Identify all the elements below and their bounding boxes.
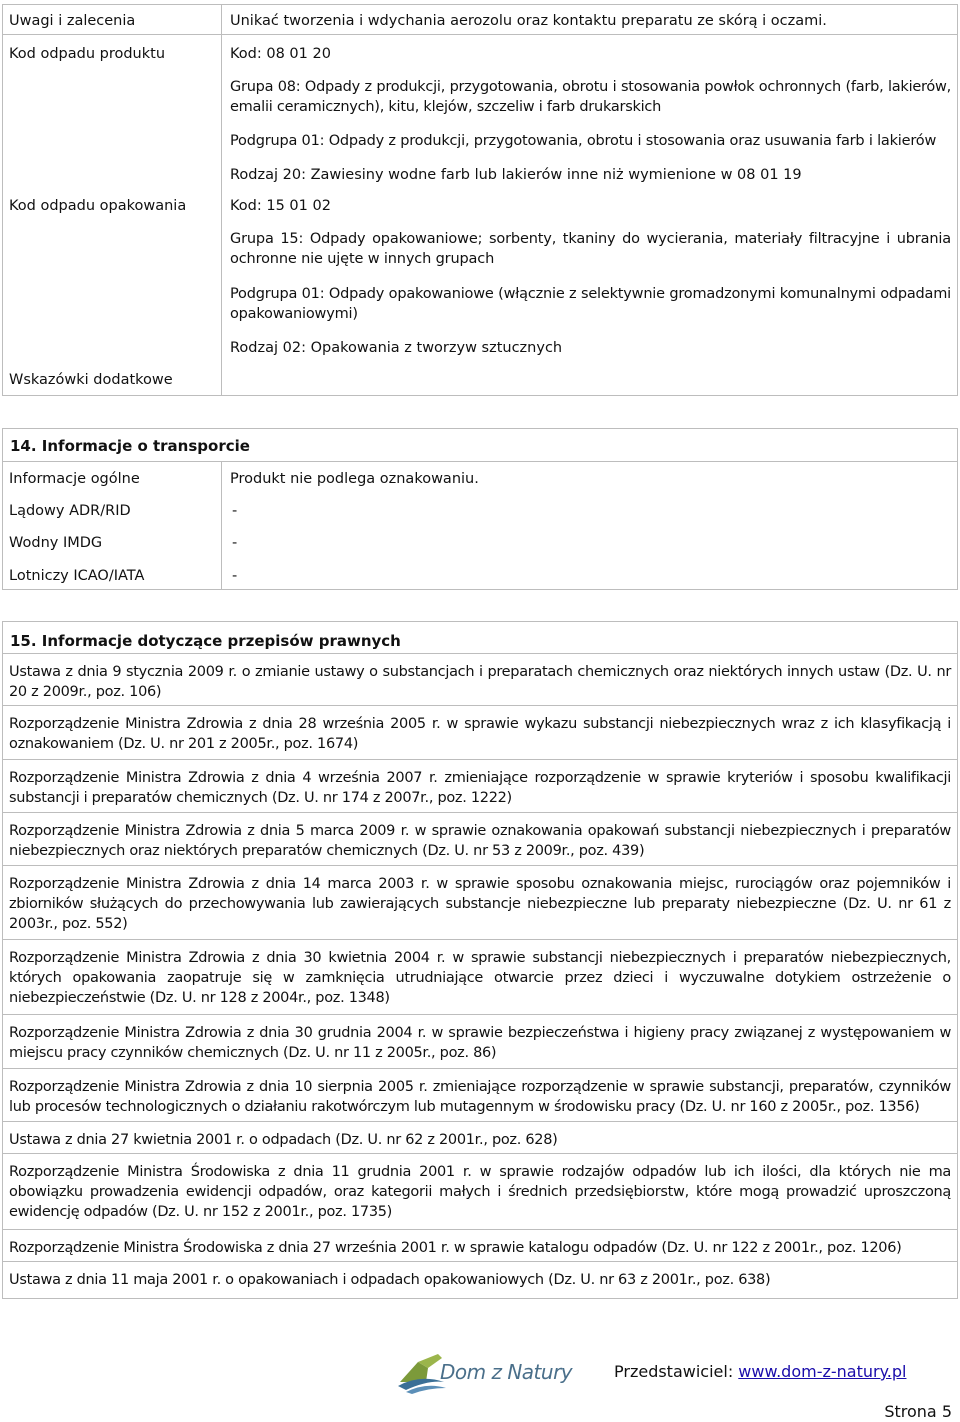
regulation-item: Rozporządzenie Ministra Zdrowia z dnia 30 kwietnia 2004 r. w sprawie substancji niebezpiecznych i preparatów niebezpiecznych, których opakowania zaopatruje się w zamknięcia utrudniające otwarcie przez dzieci i wyczuwalne dotykiem ostrzeżenie o niebezpieczeństwie (Dz. U. nr 128 z 2004r., poz. 1348) (3, 939, 957, 1015)
regulation-item: Rozporządzenie Ministra Zdrowia z dnia 10 sierpnia 2005 r. zmieniające rozporządzenie w sprawie substancji, preparatów, czynników lub procesów technologicznych o działaniu rakotwórczym lub mutagennym w środowisku pracy (Dz. U. nr 160 z 2005r., poz. 1356) (3, 1068, 957, 1122)
product-waste-group: Grupa 08: Odpady z produkcji, przygotowania, obrotu i stosowania powłok ochronnych (farb, lakierów, emalii ceramicznych), kitu, klejów, szczeliw i farb drukarskich (230, 79, 951, 115)
packaging-waste-subgroup: Podgrupa 01: Odpady opakowaniowe (włącznie z selektywnie gromadzonymi komunalnymi odpadami opakowaniowymi) (230, 286, 951, 322)
regulation-item: Rozporządzenie Ministra Środowiska z dnia 11 grudnia 2001 r. w sprawie rodzajów odpadów lub ich ilości, dla których nie ma obowiązku prowadzenia ewidencji odpadów, oraz kategorii małych i średnich przedsiębiorstw, które mogą prowadzić uproszczoną ewidencję odpadów (Dz. U. nr 152 z 2001r., poz. 1735) (3, 1153, 957, 1230)
product-waste-code: Kod: 08 01 20 (230, 46, 331, 62)
regulation-item: Ustawa z dnia 9 stycznia 2009 r. o zmianie ustawy o substancjach i preparatach chemicznych oraz niektórych innych ustaw (Dz. U. nr 20 z 2009r., poz. 106) (3, 653, 957, 706)
representative-label: Przedstawiciel: (614, 1362, 739, 1381)
transport-imdg-label: Wodny IMDG (9, 535, 103, 551)
transport-general-label: Informacje ogólne (9, 471, 140, 487)
regulation-item: Ustawa z dnia 27 kwietnia 2001 r. o odpadach (Dz. U. nr 62 z 2001r., poz. 628) (3, 1121, 957, 1154)
transport-title: 14. Informacje o transporcie (10, 437, 250, 455)
transport-icao-value: - (232, 568, 238, 584)
regulations-section (2, 621, 958, 1299)
transport-adr-label: Lądowy ADR/RID (9, 503, 131, 519)
regulation-item: Rozporządzenie Ministra Środowiska z dnia 27 września 2001 r. w sprawie katalogu odpadów (Dz. U. nr 122 z 2001r., poz. 1206) (3, 1229, 957, 1262)
regulation-item: Rozporządzenie Ministra Zdrowia z dnia 14 marca 2003 r. w sprawie sposobu oznakowania miejsc, rurociągów oraz pojemników i zbiorników służących do przechowywania lub zawierających substancje niebezpieczne lub preparaty niebezpieczne (Dz. U. nr 61 z 2003r., poz. 552) (3, 865, 957, 940)
regulation-item: Rozporządzenie Ministra Zdrowia z dnia 28 września 2005 r. w sprawie wykazu substancji niebezpiecznych wraz z ich klasyfikacją i oznakowaniem (Dz. U. nr 201 z 2005r., poz. 1674) (3, 705, 957, 760)
regulations-title: 15. Informacje dotyczące przepisów prawnych (10, 632, 401, 650)
regulation-item: Rozporządzenie Ministra Zdrowia z dnia 4 września 2007 r. zmieniające rozporządzenie w sprawie kryteriów i sposobu kwalifikacji substancji i preparatów chemicznych (Dz. U. nr 174 z 2007r., poz. 1222) (3, 759, 957, 813)
regulation-item: Rozporządzenie Ministra Zdrowia z dnia 5 marca 2009 r. w sprawie oznakowania opakowań substancji niebezpiecznych i preparatów niebezpiecznych oraz niektórych preparatów chemicznych (Dz. U. nr 53 z 2009r., poz. 439) (3, 812, 957, 866)
packaging-waste-label: Kod odpadu opakowania (9, 198, 187, 214)
transport-adr-value: - (232, 503, 238, 519)
transport-general-value: Produkt nie podlega oznakowaniu. (230, 471, 479, 487)
representative-info (614, 1362, 906, 1382)
additional-info-label: Wskazówki dodatkowe (9, 372, 173, 388)
waste-table (2, 4, 958, 396)
regulation-item: Ustawa z dnia 11 maja 2001 r. o opakowaniach i odpadach opakowaniowych (Dz. U. nr 63 z 2001r., poz. 638) (3, 1261, 957, 1299)
transport-icao-label: Lotniczy ICAO/IATA (9, 568, 145, 584)
representative-link[interactable]: www.dom-z-natury.pl (738, 1362, 907, 1381)
product-waste-subgroup: Podgrupa 01: Odpady z produkcji, przygotowania, obrotu i stosowania oraz usuwania farb i lakierów (230, 133, 937, 149)
packaging-waste-group: Grupa 15: Odpady opakowaniowe; sorbenty, tkaniny do wycierania, materiały filtracyjne i ubrania ochronne nie ujęte w innych grupach (230, 231, 951, 267)
regulation-item: Rozporządzenie Ministra Zdrowia z dnia 30 grudnia 2004 r. w sprawie bezpieczeństwa i higieny pracy związanej z występowaniem w miejscu pracy czynników chemicznych (Dz. U. nr 11 z 2005r., poz. 86) (3, 1014, 957, 1069)
transport-imdg-value: - (232, 535, 238, 551)
packaging-waste-code: Kod: 15 01 02 (230, 198, 331, 214)
page-number: Strona 5 (884, 1402, 952, 1421)
transport-section (2, 428, 958, 590)
company-logo (398, 1352, 573, 1394)
product-waste-label: Kod odpadu produktu (9, 46, 166, 62)
logo-text: Dom z Natury (440, 1360, 573, 1384)
packaging-waste-type: Rodzaj 02: Opakowania z tworzyw sztucznych (230, 340, 563, 356)
product-waste-type: Rodzaj 20: Zawiesiny wodne farb lub lakierów inne niż wymienione w 08 01 19 (230, 167, 802, 183)
warnings-label: Uwagi i zalecenia (9, 13, 136, 29)
warnings-text: Unikać tworzenia i wdychania aerozolu oraz kontaktu preparatu ze skórą i oczami. (230, 13, 827, 29)
